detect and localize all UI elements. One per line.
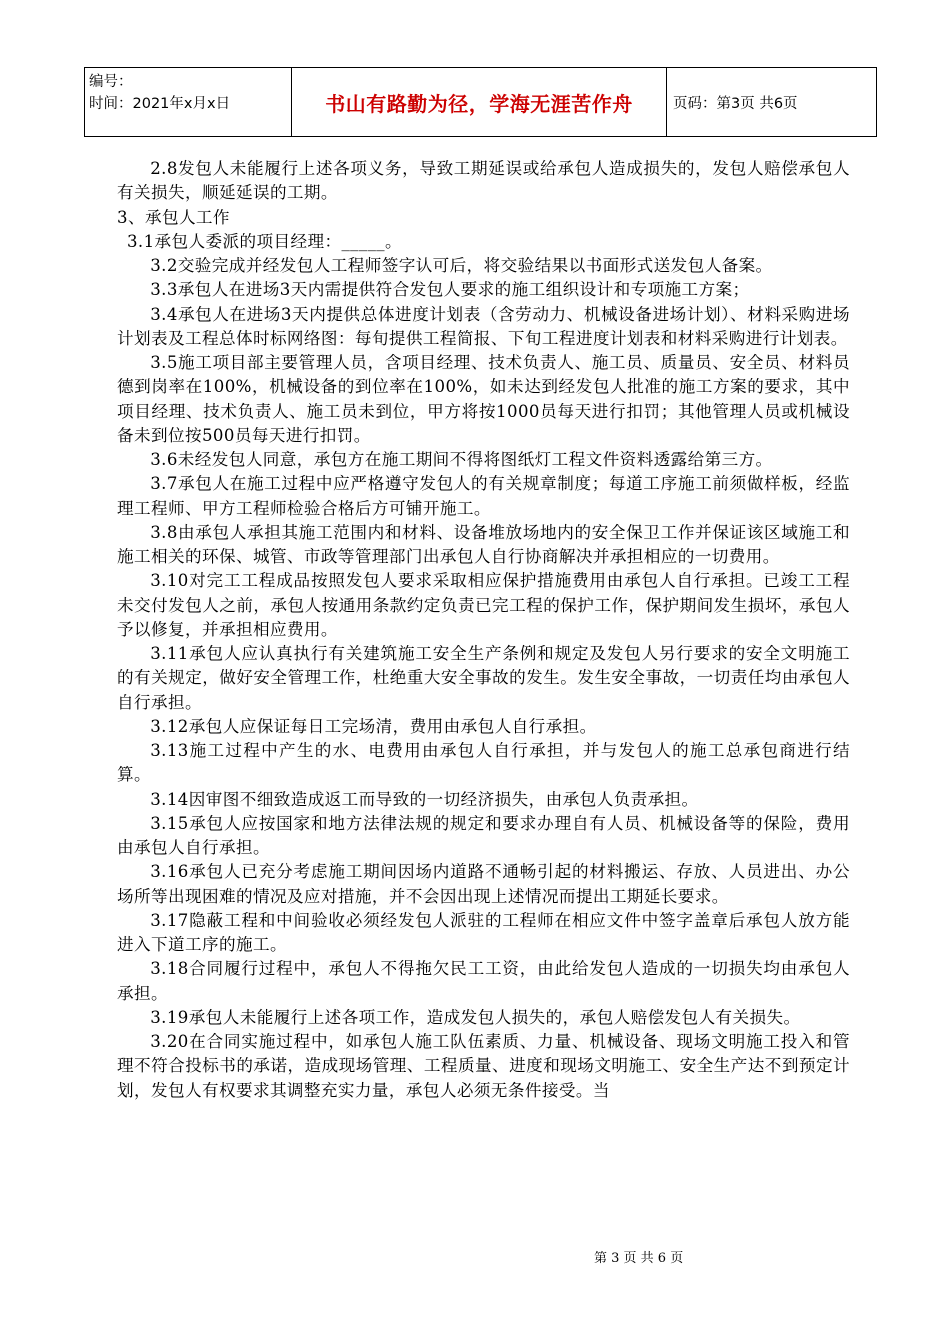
clause-paragraph: 3.14因审图不细致造成返工而导致的一切经济损失，由承包人负责承担。	[150, 789, 699, 809]
number-label: 编号：	[89, 74, 133, 90]
clause-paragraph: 3.17隐蔽工程和中间验收必须经发包人派驻的工程师在相应文件中签字盖章后承包人放方能进入下道工序的施工。	[117, 910, 850, 954]
clause-paragraph: 3.3承包人在进场3天内需提供符合发包人要求的施工组织设计和专项施工方案；	[150, 280, 750, 300]
clause-paragraph: 3.19承包人未能履行上述各项工作，造成发包人损失的，承包人赔偿发包人有关损失。	[150, 1007, 801, 1027]
clause-paragraph: 3.20在合同实施过程中，如承包人施工队伍素质、力量、机械设备、现场文明施工投入和管理不符合投标书的承诺，造成现场管理、工程质量、进度和现场文明施工、安全生产达不到预定计划，发包人有权要求其调整充实力量，承包人必须无条件接受。当	[117, 1032, 850, 1100]
clause-paragraph: 3.2交验完成并经发包人工程师签字认可后，将交验结果以书面形式送发包人备案。	[150, 256, 773, 275]
clause-paragraph: 3.12承包人应保证每日工完场清，费用由承包人自行承担。	[150, 716, 597, 736]
clause-paragraph: 3.1承包人委派的项目经理：_____。	[126, 231, 402, 251]
clause-paragraph: 3.7承包人在施工过程中应严格遵守发包人的有关规章制度；每道工序施工前须做样板，经监理工程师、甲方工程师检验合格后方可铺开施工。	[117, 474, 850, 518]
footer-page-label: 第 3 页 共 6 页	[594, 1251, 684, 1266]
clause-paragraph: 3.18合同履行过程中，承包人不得拖欠民工工资，由此给发包人造成的一切损失均由承包人承担。	[117, 959, 850, 1003]
clause-paragraph: 3.11承包人应认真执行有关建筑施工安全生产条例和规定及发包人另行要求的安全文明施工的有关规定，做好安全管理工作，杜绝重大安全事故的发生。发生安全事故，一切责任均由承包人自行承担。	[117, 644, 850, 712]
clause-paragraph: 3.13施工过程中产生的水、电费用由承包人自行承担，并与发包人的施工总承包商进行结算。	[117, 741, 850, 785]
document-body	[117, 157, 850, 1103]
clause-paragraph: 3.4承包人在进场3天内提供总体进度计划表（含劳动力、机械设备进场计划）、材料采购进场计划表及工程总体时标网络图：每旬提供工程简报、下旬工程进度计划表和材料采购进行计划表。	[117, 304, 850, 348]
clause-paragraph: 2.8发包人未能履行上述各项义务，导致工期延误或给承包人造成损失的，发包人赔偿承包人有关损失，顺延延误的工期。	[117, 159, 850, 203]
time-label: 时间：2021年x月x日	[89, 96, 231, 112]
header-table	[84, 67, 877, 137]
page-info-text: 页码：第3页 共6页	[673, 95, 798, 112]
header-meta-cell	[85, 68, 292, 137]
clause-paragraph: 3.16承包人已充分考虑施工期间因场内道路不通畅引起的材料搬运、存放、人员进出、办公场所等出现困难的情况及应对措施，并不会因出现上述情况而提出工期延长要求。	[117, 862, 850, 906]
clause-paragraph: 3.15承包人应按国家和地方法律法规的规定和要求办理自有人员、机械设备等的保险，费用由承包人自行承担。	[117, 813, 850, 857]
section-heading: 3、承包人工作	[117, 207, 230, 227]
page-info-cell	[667, 68, 877, 137]
clause-paragraph: 3.10对完工工程成品按照发包人要求采取相应保护措施费用由承包人自行承担。已竣工工程未交付发包人之前，承包人按通用条款约定负责已完工程的保护工作，保护期间发生损坏，承包人予以修复，并承担相应费用。	[117, 571, 850, 639]
motto-cell	[292, 68, 667, 137]
clause-paragraph: 3.5施工项目部主要管理人员，含项目经理、技术负责人、施工员、质量员、安全员、材料员德到岗率在100%，机械设备的到位率在100%，如未达到经发包人批准的施工方案的要求，其中项目经理、技术负责人、施工员未到位，甲方将按1000员每天进行扣罚；其他管理人员或机械设备未到位按500员每天进行扣罚。	[117, 353, 850, 445]
clause-paragraph: 3.6未经发包人同意，承包方在施工期间不得将图纸灯工程文件资料透露给第三方。	[150, 450, 773, 469]
clause-paragraph: 3.8由承包人承担其施工范围内和材料、设备堆放场地内的安全保卫工作并保证该区域施工和施工相关的环保、城管、市政等管理部门出承包人自行协商解决并承担相应的一切费用。	[117, 522, 850, 566]
motto-text: 书山有路勤为径，学海无涯苦作舟	[325, 91, 633, 116]
